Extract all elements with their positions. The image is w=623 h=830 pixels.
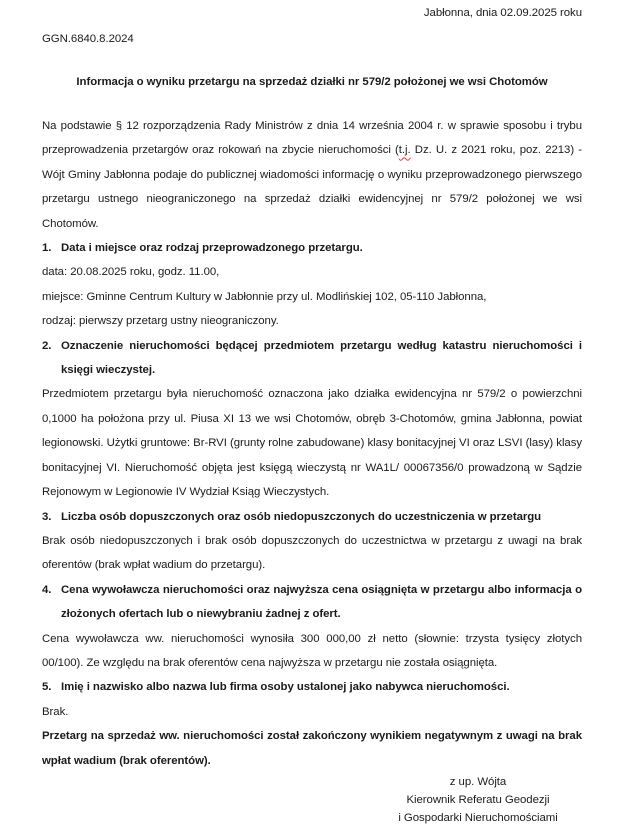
section-heading-4 [42, 578, 582, 627]
section-heading-1 [42, 236, 582, 260]
body-paragraph [42, 114, 582, 236]
section-heading-text: Oznaczenie nieruchomości będącej przedmiotem przetargu według katastru nieruchomości i księgi wieczystej. [61, 339, 582, 377]
body-line: Brak. [42, 705, 69, 718]
text-segment: Dz. U. z 2021 roku, poz. 2213) - Wójt Gminy Jabłonna podaje do publicznej wiadomości informację o wyniku przeprowadzonego pierwszego przetargu ustnego nieograniczonego na sprzedaż działki ewidencyjnej nr 579/2 położonej we wsi Chotomów. [42, 144, 582, 230]
section-heading-3 [42, 505, 582, 529]
section-number: 1. [42, 242, 52, 255]
section-heading-5 [42, 675, 582, 699]
section-number: 2. [42, 339, 52, 352]
section-heading-text: Imię i nazwisko albo nazwa lub firma osoby ustalonej jako nabywca nieruchomości. [61, 681, 510, 694]
section-heading-2 [42, 334, 582, 383]
document-title: Informacja o wyniku przetargu na sprzedaż działki nr 579/2 położonej we wsi Chotomów [76, 76, 548, 88]
body-paragraph: Przedmiotem przetargu była nieruchomość oznaczona jako działka ewidencyjna nr 579/2 o powierzchni 0,1000 ha położona przy ul. Piusa XI 13 we wsi Chotomów, obręb 3-Chotomów, gmina Jabłonna, powiat legionowski. Użytki gruntowe: Br-RVI (grunty rolne zabudowane) klasy bonitacyjnej VI oraz LSVI (lasy) klasy bonitacyjnej VI. Nieruchomość objęta jest księgą wieczystą nr WA1L/ 00067356/0 prowadzoną w Sądzie Rejonowym w Legionowie IV Wydział Ksiąg Wieczystych. [42, 388, 582, 499]
section-number: 4. [42, 583, 52, 596]
document-body [42, 114, 582, 773]
body-line: data: 20.08.2025 roku, godz. 11.00, [42, 266, 220, 279]
reference-number: GGN.6840.8.2024 [42, 33, 134, 45]
section-heading-text: Data i miejsce oraz rodzaj przeprowadzonego przetargu. [61, 242, 363, 255]
body-paragraph: Przetarg na sprzedaż ww. nieruchomości został zakończony wynikiem negatywnym z uwagi na brak wpłat wadium (brak oferentów). [42, 730, 582, 767]
section-number: 3. [42, 510, 52, 523]
body-paragraph: Cena wywoławcza ww. nieruchomości wynosiła 300 000,00 zł netto (słownie: trzysta tysięcy złotych 00/100). Ze względu na brak oferentów cena najwyższa w przetargu nie została osiągnięta. [42, 632, 582, 669]
body-paragraph: Brak osób niedopuszczonych i brak osób dopuszczonych do uczestnictwa w przetargu z uwagi na brak oferentów (brak wpłat wadium do przetargu). [42, 534, 582, 572]
signature-block [342, 773, 614, 827]
spellcheck-flagged-text: t.j. [398, 144, 411, 157]
text-segment: Na podstawie § 12 rozporządzenia Rady Ministrów z dnia 14 września 2004 r. w sprawie sposobu i trybu przeprowadzenia przetargów oraz rokowań na zbycie nieruchomości ( [42, 120, 582, 157]
section-number: 5. [42, 681, 52, 694]
body-line: miejsce: Gminne Centrum Kultury w Jabłonnie przy ul. Modlińskiej 102, 05-110 Jabłonna, [42, 290, 487, 303]
signature-line: Kierownik Referatu Geodezji [406, 793, 550, 806]
signature-line: i Gospodarki Nieruchomościami [398, 811, 558, 824]
section-heading-text: Liczba osób dopuszczonych oraz osób niedopuszczonych do uczestniczenia w przetargu [61, 510, 542, 523]
section-heading-text: Cena wywoławcza nieruchomości oraz najwyższa cena osiągnięta w przetargu albo informacja o złożonych ofertach lub o niewybraniu żadnej z ofert. [61, 583, 582, 621]
body-line: rodzaj: pierwszy przetarg ustny nieograniczony. [42, 315, 279, 328]
date-place-line: Jabłonna, dnia 02.09.2025 roku [423, 7, 582, 19]
signature-line: z up. Wójta [449, 775, 507, 788]
